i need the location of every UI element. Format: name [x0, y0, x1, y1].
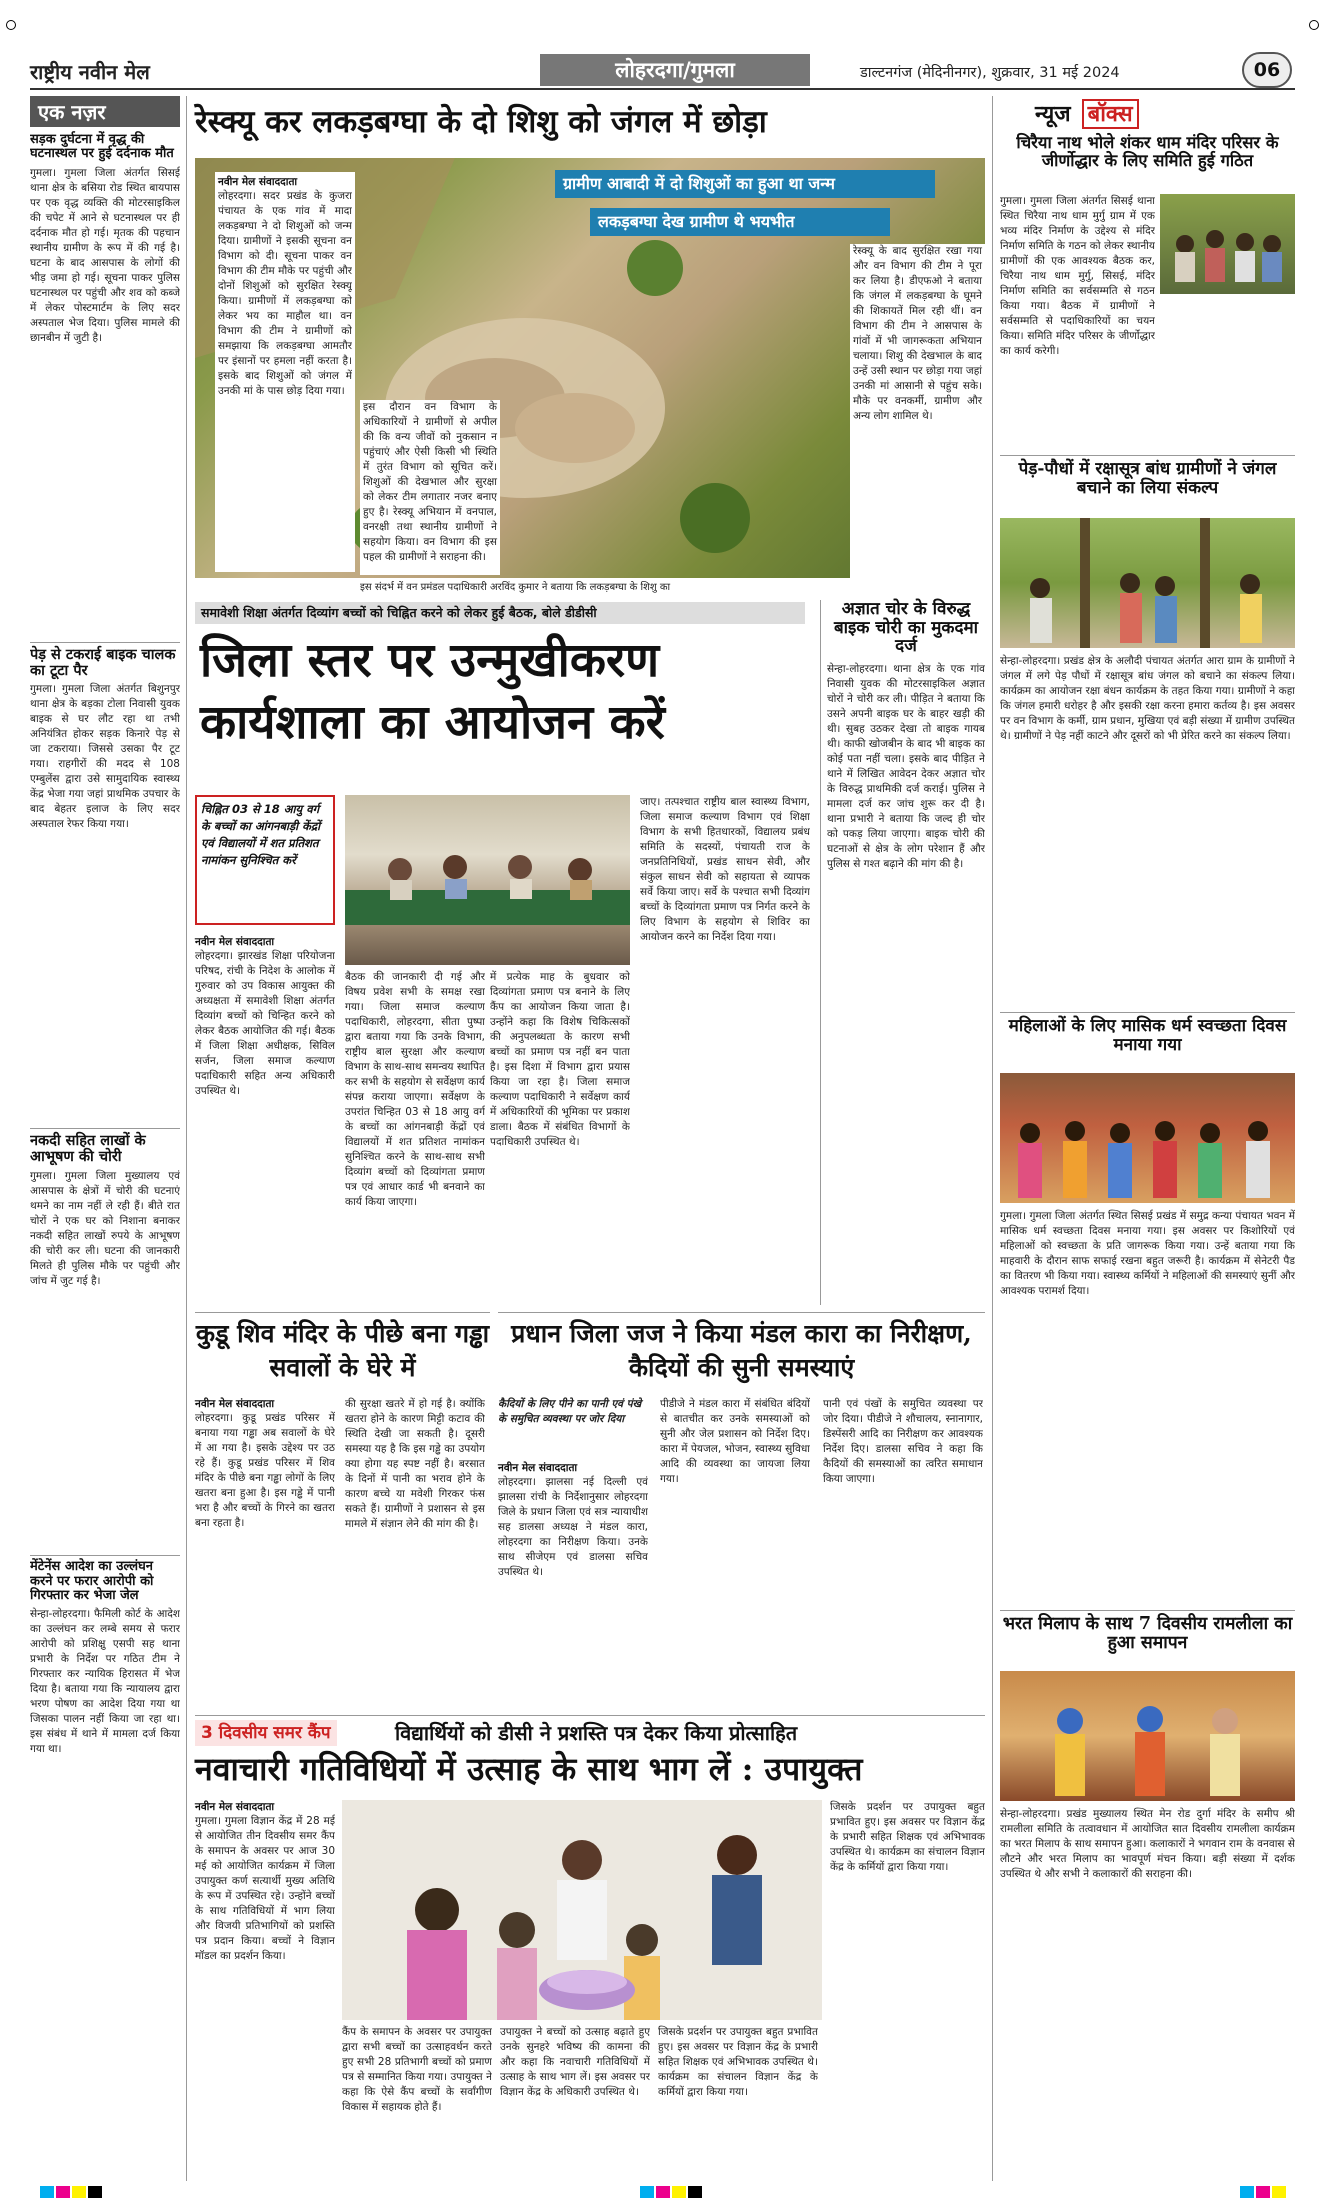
theft-headline: अज्ञात चोर के विरुद्ध बाइक चोरी का मुकदमा दर्ज: [833, 599, 979, 657]
workshop-col2: बैठक की जानकारी दी गई और विषय प्रवेश सभी के समक्ष रखा गया। जिला समाज कल्याण पदाधिकारी, लोहरदगा, सीता पुष्पा द्वारा बताया गया कि उनके विभाग, राष्ट्रीय बाल सुरक्षा और कल्याण विभाग के साथ-साथ समन्वय स्थापित कर सभी के सहयोग से सर्वेक्षण कार्य संपन्न कराया जाएगा। सर्वेक्षण के उपरांत चिन्हित 03 से 18 आयु वर्ग के बच्चों का आंगनबाड़ी केंद्रों एवं विद्यालयों में शत प्रतिशत नामांकन सुनिश्चित करने के साथ-साथ सभी दिव्यांग बच्चों को दिव्यांगता प्रमाण पत्र एवं आधार कार्ड भी बनवाने का कार्य किया जाएगा।: [345, 971, 485, 1208]
brief-3-title: नकदी सहित लाखों के आभूषण की चोरी: [30, 1132, 146, 1166]
kudu-col1: लोहरदगा। कुडू प्रखंड परिसर में बनाया गया गड्ढा अब सवालों के घेरे में आ गया है। इसके उद्देश्य पर उठ रहे हैं। कुडू प्रखंड परिसर में शिव मंदिर के पीछे बना गड्ढा लोगों के लिए खतरा बना हुआ है। इस गड्ढे में पानी भरा है और बच्चों के गिरने का खतरा बना रहता है।: [195, 1412, 335, 1529]
brief-2-title: पेड़ से टकराई बाइक चालक का टूटा पैर: [30, 645, 176, 679]
masthead: [30, 50, 1295, 90]
judge-col3: पानी एवं पंखों के समुचित व्यवस्था पर जोर दिया। पीडीजे ने शौचालय, स्नानागार, डिस्पेंसरी आदि का निरीक्षण कर आवश्यक निर्देश दिए। डालसा सचिव ने कहा कि कैदियों की समस्याओं का त्वरित समाधान किया जाएगा।: [823, 1398, 983, 1485]
workshop-kicker-bar: [195, 602, 805, 624]
brief-2-body: गुमला। गुमला जिला अंतर्गत बिशुनपुर थाना क्षेत्र के बड़का टोला निवासी युवक बाइक से घर लौट रहा था तभी अनियंत्रित होकर सड़क किनारे पेड़ से जा टकराया। जिससे उसका पैर टूट गया। राहगीरों की मदद से 108 एम्बुलेंस द्वारा उसे सामुदायिक स्वास्थ्य केंद्र भेजा गया जहां प्राथमिक उपचार के बाद बेहतर इलाज के लिए सदर अस्पताल रेफर किया गया।: [30, 683, 180, 831]
right-story-4-headline: भरत मिलाप के साथ 7 दिवसीय रामलीला का हुआ समापन: [1002, 1614, 1293, 1654]
camp-cake-image: [342, 1800, 822, 2020]
judge-story: [498, 1312, 985, 1712]
temple-meeting-photo: [1160, 194, 1295, 294]
news-box-header: [1035, 98, 1235, 128]
camp-kicker-box: [195, 1720, 337, 1746]
menstrual-day-image: [1000, 1073, 1295, 1203]
top-story-kicker-2: [590, 208, 890, 236]
right-story-3-headline: महिलाओं के लिए मासिक धर्म स्वच्छता दिवस मनाया गया: [1008, 1016, 1287, 1055]
judge-pull-quote-text: कैदियों के लिए पीने का पानी एवं पंखे के समुचित व्यवस्था पर जोर दिया: [498, 1398, 642, 1425]
camp-kicker-row: [195, 1715, 985, 1747]
top-story-byline-box: [215, 172, 355, 572]
right-story-1: [1000, 134, 1295, 454]
color-bar: [88, 2186, 102, 2198]
right-story-3-body: गुमला। गुमला जिला अंतर्गत स्थित सिसई प्रखंड में समुद्र कन्या पंचायत भवन में मासिक धर्म स्वच्छता दिवस मनाया गया। इस अवसर पर किशोरियों एवं महिलाओं को स्वच्छता के प्रति जागरूक किया गया। उन्हें बताया गया कि माहवारी के दौरान साफ सफाई रखना बहुत जरूरी है। कार्यक्रम में सेनेटरी पैड का वितरण भी किया गया। स्वास्थ्य कर्मियों ने महिलाओं की समस्याएं सुनीं और आवश्यक परामर्श दिया।: [1000, 1210, 1295, 1297]
workshop-byline: नवीन मेल संवाददाता: [195, 936, 275, 948]
news-box-label-1: न्यूज: [1035, 101, 1071, 127]
brief-1-title: सड़क दुर्घटना में वृद्ध की घटनास्थल पर हुई दर्दनाक मौत: [30, 132, 174, 162]
left-column-label: [30, 96, 180, 127]
top-story-col2: इस दौरान वन विभाग के अधिकारियों ने ग्रामीणों से अपील की कि वन्य जीवों को नुकसान न पहुंचाएं और ऐसी किसी भी स्थिति में तुरंत विभाग को सूचित करें। शिशुओं की देखभाल और सुरक्षा को लेकर टीम लगातार नजर बनाए हुए है। रेस्क्यू अभियान में वनपाल, वनरक्षी तथा स्थानीय ग्रामीणों ने सहयोग किया। वन विभाग की इस पहल की ग्रामीणों ने सराहना की।: [360, 400, 500, 575]
workshop-col3: में प्रत्येक माह के बुधवार को दिव्यांगता प्रमाण पत्र बनाने के लिए कैंप का आयोजन किया जाता है। उन्होंने कहा कि विशेष चिकित्सकों की अनुपलब्धता के कारण सभी बच्चों का प्रमाण पत्र नहीं बन पाता है। इस दिशा में विभाग द्वारा प्रयास किया जा रहा है। जिला समाज कल्याण पदाधिकारी ने सर्वेक्षण कार्य में अधिकारियों की भूमिका पर प्रकाश डाला। बैठक में संबंधित विभागों के पदाधिकारी उपस्थित थे।: [490, 971, 630, 1148]
camp-col2: कैंप के समापन के अवसर पर उपायुक्त द्वारा सभी बच्चों का उत्साहवर्धन करते हुए सभी 28 प्रतिभागी बच्चों को प्रमाण पत्र से सम्मानित किया गया। उपायुक्त ने कहा कि ऐसे कैंप बच्चों के सर्वांगीण विकास में सहायक होते हैं।: [342, 2026, 492, 2113]
brief-4-title: मेंटेनेंस आदेश का उल्लंघन करने पर फरार आरोपी को गिरफ्तार कर भेजा जेल: [30, 1559, 154, 1603]
top-story-headline: रेस्क्यू कर लकड़बग्घा के दो शिशु को जंगल में छोड़ा: [195, 104, 767, 140]
right-story-2-headline: पेड़-पौधों में रक्षासूत्र बांध ग्रामीणों ने जंगल बचाने का लिया संकल्प: [1018, 459, 1277, 498]
judge-col2: पीडीजे ने मंडल कारा में संबंधित बंदियों से बातचीत कर उनके समस्याओं को सुनी और जेल प्रशासन को निर्देश दिए। कारा में पेयजल, भोजन, स्वास्थ्य सुविधा आदि की व्यवस्था का जायजा लिया गया।: [660, 1398, 810, 1485]
top-story-kicker-1-text: ग्रामीण आबादी में दो शिशुओं का हुआ था जन्म: [563, 174, 835, 193]
section-label: [540, 54, 810, 86]
judge-headline: प्रधान जिला जज ने किया मंडल कारा का निरीक्षण, कैदियों की सुनी समस्याएं: [511, 1319, 972, 1382]
brief-3-body: गुमला। गुमला जिला मुख्यालय एवं आसपास के क्षेत्रों में चोरी की घटनाएं थमने का नाम नहीं ले रही हैं। बीते रात चोरों ने एक घर को निशाना बनाकर नकदी सहित लाखों रुपये के आभूषण की चोरी कर ली। घटना की जानकारी मिलते ही पुलिस मौके पर पहुंची और जांच में जुट गई है।: [30, 1170, 180, 1288]
ramleela-image: [1000, 1671, 1295, 1801]
camp-col1: गुमला। गुमला विज्ञान केंद्र में 28 मई से आयोजित तीन दिवसीय समर कैंप के समापन के अवसर पर आज 30 मई को आयोजित कार्यक्रम में जिला उपायुक्त कर्ण सत्यार्थी मुख्य अतिथि के रूप में उपस्थित रहे। उन्होंने बच्चों के साथ गतिविधियों में भाग लिया और विजयी प्रतिभागियों को प्रशस्ति पत्र प्रदान किया। बच्चों ने विज्ञान मॉडल का प्रदर्शन किया।: [195, 1815, 335, 1962]
workshop-meeting-photo: [345, 795, 630, 965]
theft-body: सेन्हा-लोहरदगा। थाना क्षेत्र के एक गांव निवासी युवक की मोटरसाइकिल अज्ञात चोरों ने चोरी कर ली। पीड़ित ने बताया कि उसने अपनी बाइक घर के बाहर खड़ी की थी। सुबह उठकर देखा तो बाइक गायब थी। काफी खोजबीन के बाद भी बाइक का कोई पता नहीं चला। इसके बाद पीड़ित ने थाने में लिखित आवेदन देकर अज्ञात चोर के विरुद्ध प्राथमिकी दर्ज कराई। पुलिस ने मामला दर्ज कर जांच शुरू कर दी है। थाना प्रभारी ने बताया कि जल्द ही चोर को पकड़ लिया जाएगा। बाइक चोरी की घटनाओं से क्षेत्र के लोग परेशान हैं और पुलिस से गश्त बढ़ाने की मांग की है।: [827, 663, 985, 871]
top-story-kicker-1: [555, 170, 935, 198]
right-story-2-body: सेन्हा-लोहरदगा। प्रखंड क्षेत्र के अलौदी पंचायत अंतर्गत आरा ग्राम के ग्रामीणों ने जंगल में लगे पेड़ पौधों में रक्षासूत्र बांध जंगल को बचाने का संकल्प लिया। कार्यक्रम का आयोजन रक्षा बंधन कार्यक्रम के तहत किया गया। ग्रामीणों ने कहा कि जंगल हमारी धरोहर है और इसकी रक्षा करना हमारा कर्तव्य है। इस अवसर पर वन विभाग के कर्मी, ग्राम प्रधान, मुखिया एवं बड़ी संख्या में ग्रामीण उपस्थित थे। ग्रामीणों ने पेड़ नहीं काटने और दूसरों को भी प्रेरित करने का संकल्प लिया।: [1000, 655, 1295, 742]
registration-mark: [6, 20, 16, 30]
top-story-caption: इस संदर्भ में वन प्रमंडल पदाधिकारी अरविंद कुमार ने बताया कि लकड़बग्घा के शिशु का: [360, 582, 671, 593]
color-bar: [1256, 2186, 1270, 2198]
brief-1: [30, 133, 180, 636]
top-story-col3: रेस्क्यू के बाद सुरक्षित रखा गया और वन विभाग की टीम ने पूरा कर लिया है। डीएफओ ने बताया कि जंगल में लकड़बग्घा के घूमने की शिकायतें मिल रही थीं। वन विभाग की टीम ने आसपास के गांवों में भी जागरूकता अभियान चलाया। शिशु की देखभाल के बाद उन्हें उसी स्थान पर छोड़ा गया जहां उनकी मां आसानी से पहुंच सके। मौके पर वनकर्मी, ग्रामीण और अन्य लोग शामिल थे।: [850, 244, 985, 579]
workshop-headline: जिला स्तर पर उन्मुखीकरण कार्यशाला का आयोजन करें: [200, 633, 665, 750]
right-story-4: [1000, 1610, 1295, 2180]
brief-2: [30, 642, 180, 1123]
workshop-meeting-image: [345, 795, 630, 965]
tree-rakhi-image: [1000, 518, 1295, 648]
judge-byline: नवीन मेल संवाददाता: [498, 1462, 578, 1474]
camp-subhead: विद्यार्थियों को डीसी ने प्रशस्ति पत्र देकर किया प्रोत्साहित: [395, 1721, 798, 1745]
brief-3: [30, 1128, 180, 1549]
workshop-col1: लोहरदगा। झारखंड शिक्षा परियोजना परिषद, रांची के निदेश के आलोक में गुरुवार को उप विकास आयुक्त की अध्यक्षता में समावेशी शिक्षा अंतर्गत दिव्यांग बच्चों को चिन्हित करने को लेकर बैठक आयोजित की गई। बैठक में जिला शिक्षा अधीक्षक, सिविल सर्जन, जिला समाज कल्याण पदाधिकारी सहित अन्य अधिकारी उपस्थित थे।: [195, 950, 335, 1097]
news-box-label-2: बॉक्स: [1082, 99, 1139, 129]
color-bar: [1240, 2186, 1254, 2198]
section-title: लोहरदगा/गुमला: [615, 57, 735, 82]
camp-col1-box: [195, 1800, 335, 2180]
right-story-2: [1000, 455, 1295, 1010]
workshop-col4: जाए। तत्पश्चात राष्ट्रीय बाल स्वास्थ्य विभाग, जिला समाज कल्याण विभाग एवं शिक्षा विभाग के सभी हितधारकों, विद्यालय प्रबंध समिति के सदस्यों, पंचायती राज के जनप्रतिनिधियों, प्रखंड साधन सेवी, और संकुल साधन सेवी को सहायता से व्यापक सर्वे किया जाए। सर्वे के पश्चात सभी दिव्यांग बच्चों के दिव्यांगता प्रमाण पत्र निर्गत करने के लिए विभाग के सहयोग से शिविर का आयोजन करने का निर्देश दिया गया।: [640, 796, 810, 943]
right-story-1-headline: चिरैया नाथ भोले शंकर धाम मंदिर परिसर के जीर्णोद्धार के लिए समिति हुई गठित: [1016, 133, 1279, 171]
tree-rakhi-photo: [1000, 518, 1295, 648]
workshop-kicker: समावेशी शिक्षा अंतर्गत दिव्यांग बच्चों को चिह्नित करने को लेकर हुई बैठक, बोले डीडीसी: [201, 605, 597, 620]
left-column-label-text: एक नज़र: [38, 100, 106, 124]
camp-byline: नवीन मेल संवाददाता: [195, 1801, 275, 1813]
dateline: डाल्टनगंज (मेदिनीनगर), शुक्रवार, 31 मई 2024: [860, 65, 1120, 81]
kudu-col1-box: [195, 1397, 335, 1691]
kudu-story: [195, 1312, 490, 1712]
right-story-3: [1000, 1012, 1295, 1607]
color-bar: [1272, 2186, 1286, 2198]
page-number: [1242, 52, 1292, 88]
top-story-byline: नवीन मेल संवाददाता: [218, 176, 298, 188]
workshop-pull-quote-text: चिह्नित 03 से 18 आयु वर्ग के बच्चों का आंगनबाड़ी केंद्रों एवं विद्यालयों में शत प्रतिशत नामांकन सुनिश्चित करें: [201, 802, 321, 867]
registration-mark: [1309, 20, 1319, 30]
camp-kicker: 3 दिवसीय समर कैंप: [201, 1723, 331, 1743]
color-bar: [40, 2186, 54, 2198]
top-story-col1: लोहरदगा। सदर प्रखंड के कुजरा पंचायत के एक गांव में मादा लकड़बग्घा ने दो शिशुओं को जन्म दिया। ग्रामीणों ने इसकी सूचना वन विभाग को दी। सूचना पाकर वन विभाग की टीम मौके पर पहुंची और दोनों शिशुओं को सुरक्षित रेस्क्यू किया। ग्रामीणों में लकड़बग्घा को लेकर भय का माहौल था। वन विभाग की टीम ने ग्रामीणों को समझाया कि लकड़बग्घा आमतौर पर इंसानों पर हमला नहीं करता है। इसके बाद शिशुओं को जंगल में उनकी मां के पास छोड़ दिया गया।: [218, 190, 352, 397]
top-story-kicker-2-text: लकड़बग्घा देख ग्रामीण थे भयभीत: [598, 212, 795, 231]
left-column: [30, 96, 180, 2181]
color-bar: [672, 2186, 686, 2198]
kudu-headline: कुडू शिव मंदिर के पीछे बना गड्ढा सवालों के घेरे में: [195, 1319, 490, 1382]
camp-cake-photo: [342, 1800, 822, 2020]
judge-col1-box: [498, 1461, 648, 1695]
right-story-1-body: गुमला। गुमला जिला अंतर्गत सिसई थाना स्थित चिरैया नाथ धाम मुर्गु ग्राम में एक भव्य मंदिर निर्माण के उद्देश्य से मंदिर निर्माण समिति के गठन को लेकर स्थानीय ग्रामीणों की एक आवश्यक बैठक कर, चिरैया नाथ धाम मुर्गु, सिसई, मंदिर निर्माण समिति का सर्वसम्मति से गठन किया गया। बैठक में ग्रामीणों ने सर्वसम्मति से पदाधिकारियों का चयन किया। समिति मंदिर परिसर के जीर्णोद्धार का कार्य करेगी।: [1000, 195, 1155, 357]
brief-4: [30, 1555, 180, 2127]
brief-1-body: गुमला। गुमला जिला अंतर्गत सिसई थाना क्षेत्र के बसिया रोड स्थित बायपास पर एक वृद्ध व्यक्ति की मोटरसाइकिल की चपेट में आने से घटनास्थल पर ही दर्दनाक मौत हो गई। मृतक की पहचान स्थानीय ग्रामीण के रूप में की गई है। घटना के बाद आसपास के लोगों की भीड़ जमा हो गई। सूचना पाकर पुलिस घटनास्थल पर पहुंची और शव को कब्जे में लेकर पोस्टमार्टम के लिए सदर अस्पताल भेज दिया। पुलिस मामले की छानबीन में जुटी है।: [30, 166, 180, 344]
ramleela-photo: [1000, 1671, 1295, 1801]
paper-name: राष्ट्रीय नवीन मेल: [30, 60, 150, 84]
camp-col4: जिसके प्रदर्शन पर उपायुक्त बहुत प्रभावित हुए। इस अवसर पर विज्ञान केंद्र के प्रभारी सहित शिक्षक एवं अभिभावक उपस्थित थे। कार्यक्रम का संचालन विज्ञान केंद्र के कर्मियों द्वारा किया गया।: [830, 1801, 985, 1873]
color-bar: [656, 2186, 670, 2198]
judge-col1: लोहरदगा। झालसा नई दिल्ली एवं झालसा रांची के निर्देशानुसार लोहरदगा जिले के प्रधान जिला एवं सत्र न्यायाधीश सह डालसा अध्यक्ष ने मंडल कारा, लोहरदगा का निरीक्षण किया। उनके साथ सीजेएम एवं डालसा सचिव उपस्थित थे।: [498, 1476, 648, 1578]
right-story-4-body: सेन्हा-लोहरदगा। प्रखंड मुख्यालय स्थित मेन रोड दुर्गा मंदिर के समीप श्री रामलीला समिति के तत्वावधान में आयोजित सात दिवसीय रामलीला कार्यक्रम का भरत मिलाप के साथ समापन हुआ। कलाकारों ने भगवान राम के वनवास से लौटने और भरत मिलाप का भावपूर्ण मंचन किया। बड़ी संख्या में दर्शक उपस्थित थे और सभी ने कलाकारों की सराहना की।: [1000, 1808, 1295, 1880]
camp-col3: उपायुक्त ने बच्चों को उत्साह बढ़ाते हुए उनके सुनहरे भविष्य की कामना की और कहा कि नवाचारी गतिविधियों में उत्साह के साथ भाग लें। इस अवसर पर विज्ञान केंद्र के अधिकारी उपस्थित थे।: [500, 2026, 650, 2098]
judge-pull-quote: [498, 1397, 648, 1457]
camp-headline: नवाचारी गतिविधियों में उत्साह के साथ भाग लें : उपायुक्त: [195, 1750, 863, 1788]
color-bar: [688, 2186, 702, 2198]
workshop-pull-quote: [195, 795, 335, 925]
page-number-value: 06: [1253, 59, 1281, 81]
workshop-col1-box: [195, 935, 335, 1205]
camp-col3b: जिसके प्रदर्शन पर उपायुक्त बहुत प्रभावित हुए। इस अवसर पर विज्ञान केंद्र के प्रभारी सहित शिक्षक एवं अभिभावक उपस्थित थे। कार्यक्रम का संचालन विज्ञान केंद्र के कर्मियों द्वारा किया गया।: [658, 2026, 818, 2098]
color-bar: [72, 2186, 86, 2198]
color-bar: [640, 2186, 654, 2198]
column-rule: [992, 96, 993, 2181]
kudu-byline: नवीन मेल संवाददाता: [195, 1398, 275, 1410]
theft-story: [820, 600, 985, 1305]
temple-meeting-image: [1160, 194, 1295, 294]
brief-4-body: सेन्हा-लोहरदगा। फैमिली कोर्ट के आदेश का उल्लंघन कर लम्बे समय से फरार आरोपी को प्रशिक्षु एसपी सह थाना प्रभारी के निर्देश पर गठित टीम ने गिरफ्तार कर न्यायिक हिरासत में भेज दिया है। बताया गया कि न्यायालय द्वारा भरण पोषण का आदेश दिया गया था जिसका पालन नहीं किया जा रहा था। इस संबंध में थाने में मामला दर्ज किया गया था।: [30, 1608, 180, 1756]
column-rule: [186, 96, 187, 2181]
menstrual-day-photo: [1000, 1073, 1295, 1203]
color-bar: [56, 2186, 70, 2198]
kudu-col2: की सुरक्षा खतरे में हो गई है। क्योंकि खतरा होने के कारण मिट्टी कटाव की स्थिति देखी जा सकती है। दूसरी समस्या यह है कि इस गड्ढे का उपयोग क्या होगा यह स्पष्ट नहीं है। बरसात के दिनों में पानी का भराव होने के कारण बच्चे या मवेशी गिरकर फंस सकते हैं। ग्रामीणों ने प्रशासन से इस मामले में संज्ञान लेने की मांग की है।: [345, 1398, 485, 1530]
